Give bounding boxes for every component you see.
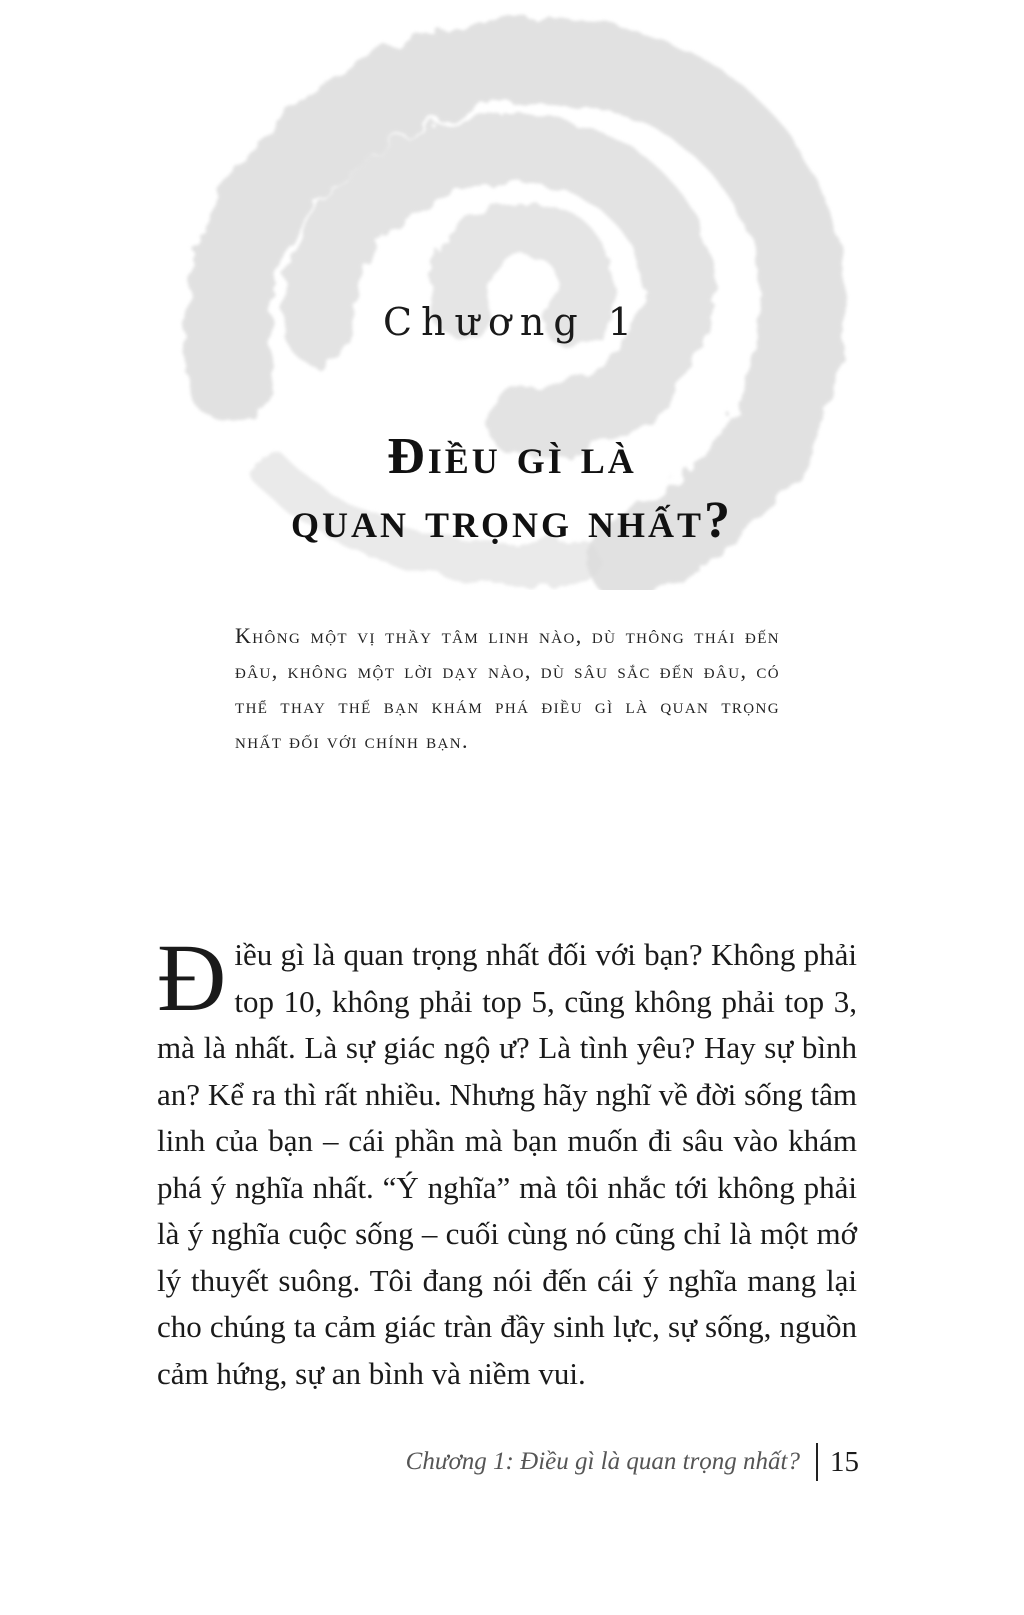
drop-cap: Đ xyxy=(157,924,227,1031)
body-paragraph-text: iều gì là quan trọng nhất đối với bạn? Không phải top 10, không phải top 5, cũng không phải top 3, mà là nhất. Là sự giác ngộ ư? Là tình yêu? Hay sự bình an? Kể ra thì rất nhiều. Nhưng hãy nghĩ về đời sống tâm linh của bạn – cái phần mà bạn muốn đi sâu vào khám phá ý nghĩa nhất. “Ý nghĩa” mà tôi nhắc tới không phải là ý nghĩa cuộc sống – cuối cùng nó cũng chỉ là một mớ lý thuyết suông. Tôi đang nói đến cái ý nghĩa mang lại cho chúng ta cảm giác tràn đầy sinh lực, sự sống, nguồn cảm hứng, sự an bình và niềm vui. xyxy=(157,937,857,1391)
chapter-title-line-2: quan trọng nhất? xyxy=(290,492,734,549)
page-number: 15 xyxy=(830,1445,859,1478)
chapter-label: Chương 1 xyxy=(383,300,641,344)
chapter-title xyxy=(0,425,1024,553)
chapter-title-line-1: Điều gì là xyxy=(387,428,637,485)
footer-divider xyxy=(816,1443,818,1481)
body-paragraph xyxy=(157,924,857,1397)
epigraph: Không một vị thầy tâm linh nào, dù thông thái đến đâu, không một lời dạy nào, dù sâu sắc đến đâu, có thể thay thế bạn khám phá điều gì là quan trọng nhất đối với chính bạn. xyxy=(235,623,780,753)
running-footer xyxy=(406,1440,859,1484)
running-title: Chương 1: Điều gì là quan trọng nhất? xyxy=(405,1448,800,1475)
